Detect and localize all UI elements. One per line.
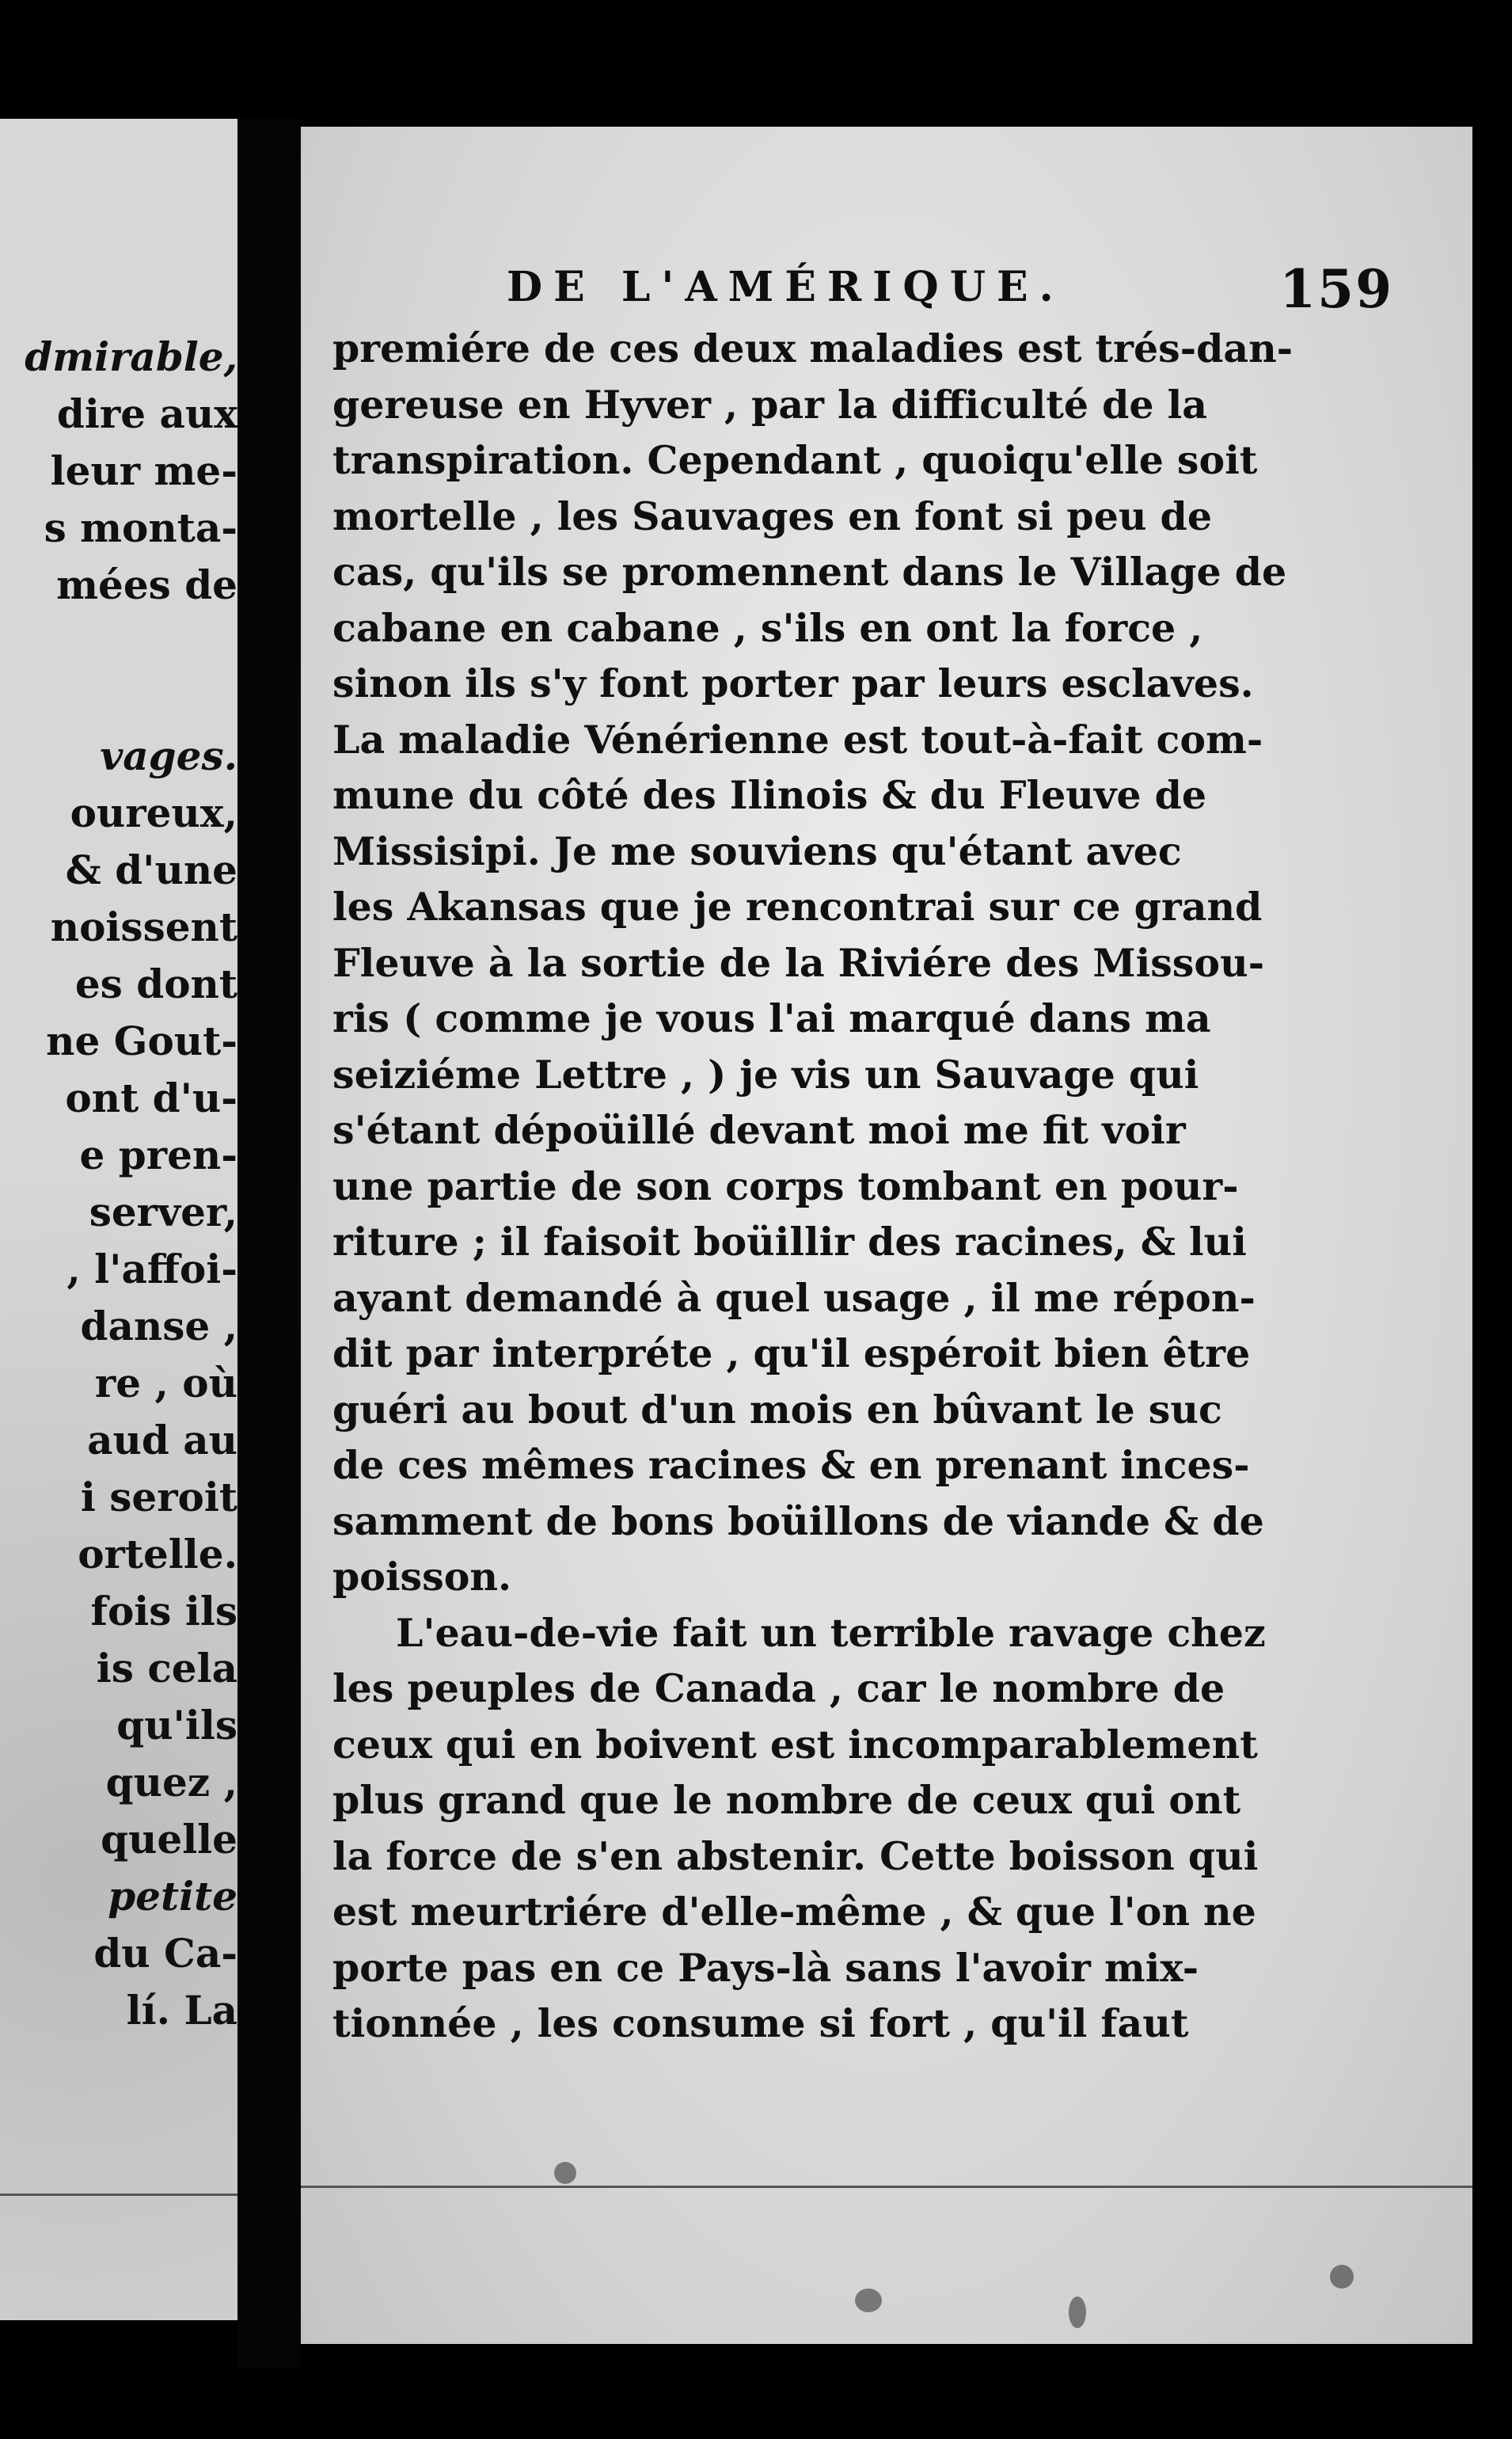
left-line: quelle: [101, 1816, 237, 1863]
left-line: ont d'u-: [65, 1075, 237, 1121]
left-line: i seroit: [80, 1474, 237, 1520]
left-page-text: [0, 329, 237, 2039]
left-line: mées de: [56, 561, 237, 608]
left-line: du Ca-: [93, 1930, 237, 1977]
text-line: premiére de ces deux maladies est trés-dan-: [332, 325, 1294, 371]
text-line: mortelle , les Sauvages en font si peu de: [332, 493, 1212, 539]
body-text: [332, 321, 1393, 2052]
left-line: petite: [108, 1873, 237, 1920]
text-line: les peuples de Canada , car le nombre de: [332, 1665, 1225, 1711]
left-line: qu'ils: [116, 1702, 237, 1748]
ink-stain: [1330, 2265, 1354, 2289]
text-line: Fleuve à la sortie de la Riviére des Missou-: [332, 939, 1265, 986]
text-line: la force de s'en abstenir. Cette boisson qui: [332, 1832, 1259, 1879]
text-line: riture ; il faisoit boüillir des racines, & lui: [332, 1219, 1247, 1265]
left-line: danse ,: [80, 1303, 237, 1349]
text-line: ris ( comme je vous l'ai marqué dans ma: [332, 995, 1211, 1041]
ink-stain: [855, 2289, 882, 2312]
text-line: mune du côté des Ilinois & du Fleuve de: [332, 772, 1207, 818]
text-line: L'eau-de-vie fait un terrible ravage chez: [396, 1609, 1266, 1656]
running-head-title: DE L'AMÉRIQUE.: [507, 263, 1065, 311]
left-line: vages.: [100, 732, 237, 779]
text-line: La maladie Vénérienne est tout-à-fait com-: [332, 716, 1263, 763]
left-line: e pren-: [79, 1132, 237, 1178]
left-line: aud au: [87, 1417, 237, 1463]
text-line: s'étant dépoüillé devant moi me fit voir: [332, 1107, 1186, 1153]
text-line: poisson.: [332, 1554, 512, 1600]
text-line: cabane en cabane , s'ils en ont la force ,: [332, 604, 1203, 651]
left-line: , l'affoi-: [66, 1246, 237, 1292]
right-page: [301, 127, 1472, 2344]
text-line: samment de bons boüillons de viande & de: [332, 1497, 1264, 1544]
text-line: ayant demandé à quel usage , il me répon-: [332, 1274, 1256, 1321]
text-line: gereuse en Hyver , par la difficulté de la: [332, 381, 1207, 428]
left-line: quez ,: [105, 1759, 237, 1805]
left-line: s monta-: [44, 504, 237, 551]
text-line: ceux qui en boivent est incomparablement: [332, 1721, 1258, 1767]
page-bottom-rule: [301, 2186, 1472, 2188]
left-line: [0, 671, 237, 728]
text-line: tionnée , les consume si fort , qu'il faut: [332, 2000, 1189, 2046]
left-page-rule: [0, 2194, 269, 2196]
left-line: es dont: [74, 961, 237, 1007]
text-line: une partie de son corps tombant en pour-: [332, 1162, 1239, 1209]
left-line: leur me-: [50, 447, 237, 494]
ink-stain: [554, 2162, 576, 2184]
text-line: sinon ils s'y font porter par leurs esclaves.: [332, 660, 1254, 706]
text-line: transpiration. Cependant , quoiqu'elle soit: [332, 437, 1258, 483]
text-line: guéri au bout d'un mois en bûvant le suc: [332, 1386, 1222, 1433]
left-page: [0, 119, 269, 2320]
ink-stain: [1069, 2296, 1086, 2328]
left-line: noissent: [50, 904, 237, 950]
book-gutter: [237, 119, 301, 2368]
text-line: seiziéme Lettre , ) je vis un Sauvage qui: [332, 1051, 1199, 1098]
text-line: est meurtriére d'elle-même , & que l'on ne: [332, 1889, 1256, 1935]
text-line: cas, qu'ils se promennent dans le Village de: [332, 549, 1287, 595]
left-line: fois ils: [90, 1588, 237, 1634]
left-line: re , où: [94, 1360, 237, 1406]
left-line: server,: [89, 1189, 237, 1235]
left-line: [0, 614, 237, 671]
left-line: oureux,: [70, 790, 237, 836]
text-line: les Akansas que je rencontrai sur ce grand: [332, 884, 1263, 930]
text-line: porte pas en ce Pays-là sans l'avoir mix-: [332, 1944, 1199, 1991]
text-line: plus grand que le nombre de ceux qui ont: [332, 1777, 1241, 1823]
left-line: dmirable,: [25, 333, 237, 380]
left-line: ortelle.: [78, 1531, 237, 1577]
left-line: ne Gout-: [46, 1018, 237, 1064]
left-line: & d'une: [65, 847, 237, 893]
left-line: is cela: [96, 1645, 237, 1691]
text-line: de ces mêmes racines & en prenant inces-: [332, 1442, 1250, 1488]
left-line: lí. La: [126, 1987, 237, 2034]
text-line: Missisipi. Je me souviens qu'étant avec: [332, 828, 1182, 874]
running-head: [507, 258, 1393, 326]
left-line: dire aux: [56, 390, 237, 437]
text-line: dit par interpréte , qu'il espéroit bien être: [332, 1330, 1251, 1376]
page-number: 159: [1279, 258, 1393, 320]
